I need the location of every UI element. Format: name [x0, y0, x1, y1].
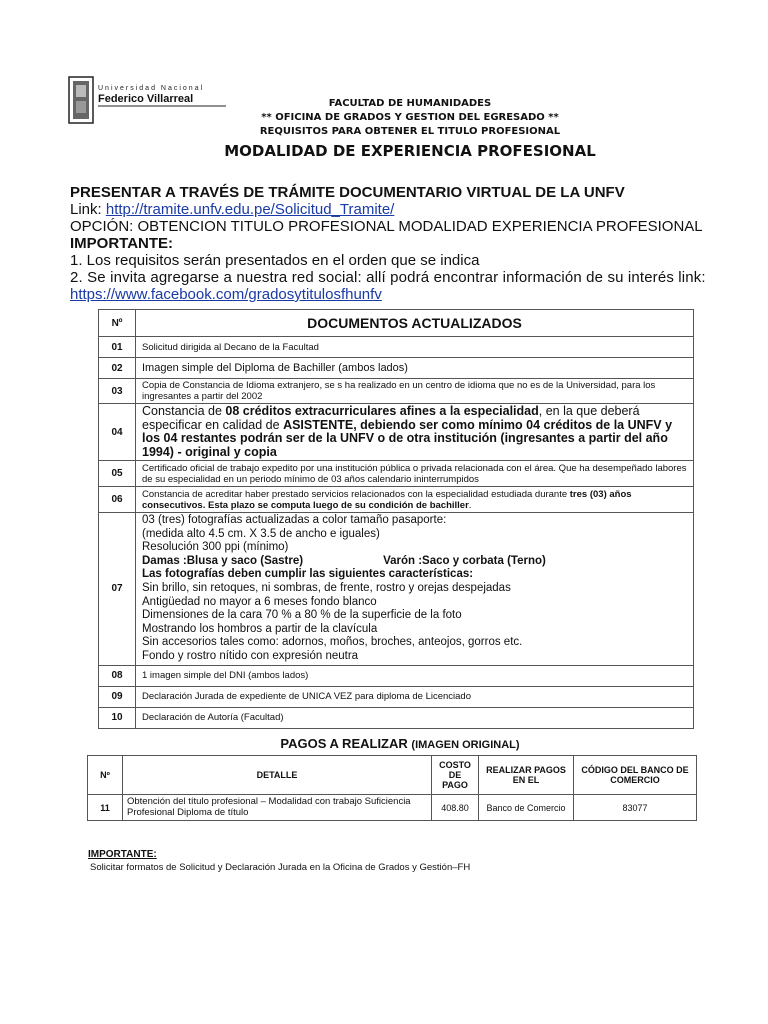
row-number: 11 — [88, 795, 123, 821]
photo-line: (medida alto 4.5 cm. X 3.5 de ancho e iguales) — [142, 527, 380, 540]
photo-line: Resolución 300 ppi (mínimo) — [142, 541, 289, 554]
row-number: 02 — [99, 358, 136, 379]
svg-text:Federico Villarreal: Federico Villarreal — [98, 93, 194, 105]
svg-text:Universidad Nacional: Universidad Nacional — [98, 85, 205, 92]
row-text: Copia de Constancia de Idioma extranjero, se s ha realizado en un centro de idioma que no es de la Universidad, para los ingresantes a partir del 2002 — [136, 379, 694, 404]
option-line: OPCIÓN: OBTENCION TITULO PROFESIONAL MODALIDAD EXPERIENCIA PROFESIONAL — [70, 218, 703, 235]
photo-line: Fondo y rostro nítido con expresión neutra — [142, 649, 359, 662]
table-row — [99, 513, 694, 666]
important-label: IMPORTANTE: — [70, 235, 174, 252]
row-number: 04 — [99, 404, 136, 461]
table-row — [99, 337, 694, 358]
instruction-2: 2. Se invita agregarse a nuestra red social: allí podrá encontrar información de su interés link: — [70, 269, 706, 286]
cost-column-header: COSTO DE PAGO — [432, 756, 479, 795]
payment-bank: Banco de Comercio — [479, 795, 574, 821]
text-part: Constancia de — [142, 404, 226, 418]
row-text: Imagen simple del Diploma de Bachiller (ambos lados) — [136, 358, 694, 379]
row-number: 01 — [99, 337, 136, 358]
photo-line: Dimensiones de la cara 70 % a 80 % de la superficie de la foto — [142, 609, 462, 622]
payments-title-note: (IMAGEN ORIGINAL) — [411, 739, 520, 751]
office-heading: ** OFICINA DE GRADOS Y GESTION DEL EGRESADO ** — [261, 112, 559, 123]
footer-important-label: IMPORTANTE: — [88, 849, 157, 860]
row-number: 10 — [99, 707, 136, 728]
men-dress-code: Varón :Saco y corbata (Terno) — [383, 554, 546, 567]
years-highlight: tres (03) años consecutivos. Esta plazo se computa luego de su condición de bachiller — [142, 488, 632, 511]
row-text: Declaración Jurada de expediente de UNICA VEZ para diploma de Licenciado — [136, 686, 694, 707]
row-number: 08 — [99, 665, 136, 686]
instruction-1: 1. Los requisitos serán presentados en el orden que se indica — [70, 252, 480, 269]
intro-section — [70, 184, 710, 303]
row-text: 1 imagen simple del DNI (ambos lados) — [136, 665, 694, 686]
requirements-heading: REQUISITOS PARA OBTENER EL TITULO PROFESIONAL — [259, 126, 561, 137]
table-row — [99, 707, 694, 728]
documents-header-row — [99, 310, 694, 337]
assistant-highlight: ASISTENTE, debiendo ser como mínimo 04 créditos de la UNFV y los 04 restantes podrán ser de la UNFV o de otra institución (ingresantes a partir del año 1994) - original y copia — [142, 417, 673, 459]
photo-line: Antigüedad no mayor a 6 meses fondo blanco — [142, 595, 377, 608]
detail-column-header: DETALLE — [123, 756, 432, 795]
photo-requirements — [136, 513, 694, 666]
tramite-link[interactable]: http://tramite.unfv.edu.pe/Solicitud_Tramite/ — [105, 201, 395, 218]
photo-line: Sin brillo, sin retoques, ni sombras, de frente, rostro y orejas despejadas — [142, 581, 511, 594]
link-label: Link: — [70, 201, 106, 218]
payment-cost: 408.80 — [432, 795, 479, 821]
photo-line: 03 (tres) fotografías actualizadas a color tamaño pasaporte: — [142, 514, 447, 526]
row-text — [136, 487, 694, 513]
documents-table — [98, 309, 694, 729]
payments-title — [230, 736, 570, 751]
row-number: 03 — [99, 379, 136, 404]
link-line — [70, 201, 710, 218]
credits-highlight: 08 créditos extracurriculares afines a la especialidad — [225, 404, 539, 418]
table-row — [99, 665, 694, 686]
photo-line: Sin accesorios tales como: adornos, moños, broches, anteojos, gorros etc. — [142, 636, 523, 649]
dress-code-line — [142, 555, 687, 569]
modality-heading: MODALIDAD DE EXPERIENCIA PROFESIONAL — [224, 142, 596, 160]
bank-column-header: REALIZAR PAGOS EN EL — [479, 756, 574, 795]
table-row — [88, 795, 697, 821]
num-column-header: Nº — [99, 310, 136, 337]
table-row — [99, 379, 694, 404]
photo-line: Mostrando los hombros a partir de la clavícula — [142, 622, 378, 635]
text-part: . — [468, 499, 472, 511]
table-row — [99, 461, 694, 487]
women-dress-code: Damas :Blusa y saco (Sastre) — [142, 554, 304, 567]
row-number: 05 — [99, 461, 136, 487]
table-row — [99, 358, 694, 379]
table-row — [99, 487, 694, 513]
payments-title-text: PAGOS A REALIZAR — [280, 736, 408, 751]
text-part: Constancia de acreditar haber prestado servicios relacionados con la especialidad estudiada durante — [142, 488, 570, 500]
payments-table — [87, 755, 697, 821]
bank-code: 83077 — [574, 795, 697, 821]
photo-characteristics-heading: Las fotografías deben cumplir las siguientes características: — [142, 568, 474, 581]
row-number: 06 — [99, 487, 136, 513]
row-number: 09 — [99, 686, 136, 707]
payment-detail: Obtención del título profesional – Modalidad con trabajo Suficiencia Profesional Diploma de título — [123, 795, 432, 821]
row-text: Declaración de Autoría (Facultad) — [136, 707, 694, 728]
row-number: 07 — [99, 513, 136, 666]
code-column-header: CÓDIGO DEL BANCO DE COMERCIO — [574, 756, 697, 795]
footer-instruction: Solicitar formatos de Solicitud y Declaración Jurada en la Oficina de Grados y Gestión–FH — [90, 862, 471, 873]
text-part: , en la que deberá especificar en calidad de — [142, 404, 640, 432]
row-text: Certificado oficial de trabajo expedito por una institución pública o privada relacionada con el área. Que ha desempeñado labores de su especialidad en un periodo mínimo de 03 años calendario ininterrumpidos — [136, 461, 694, 487]
faculty-heading: FACULTAD DE HUMANIDADES — [328, 98, 492, 109]
documents-column-header: DOCUMENTOS ACTUALIZADOS — [136, 310, 694, 337]
num-column-header: Nº — [88, 756, 123, 795]
present-instruction: PRESENTAR A TRAVÉS DE TRÁMITE DOCUMENTARIO VIRTUAL DE LA UNFV — [70, 184, 625, 201]
facebook-link[interactable]: https://www.facebook.com/gradosytitulosfhunfv — [70, 286, 382, 303]
row-text: Solicitud dirigida al Decano de la Facultad — [136, 337, 694, 358]
row-text — [136, 404, 694, 461]
payments-header-row — [88, 756, 697, 795]
table-row — [99, 404, 694, 461]
table-row — [99, 686, 694, 707]
